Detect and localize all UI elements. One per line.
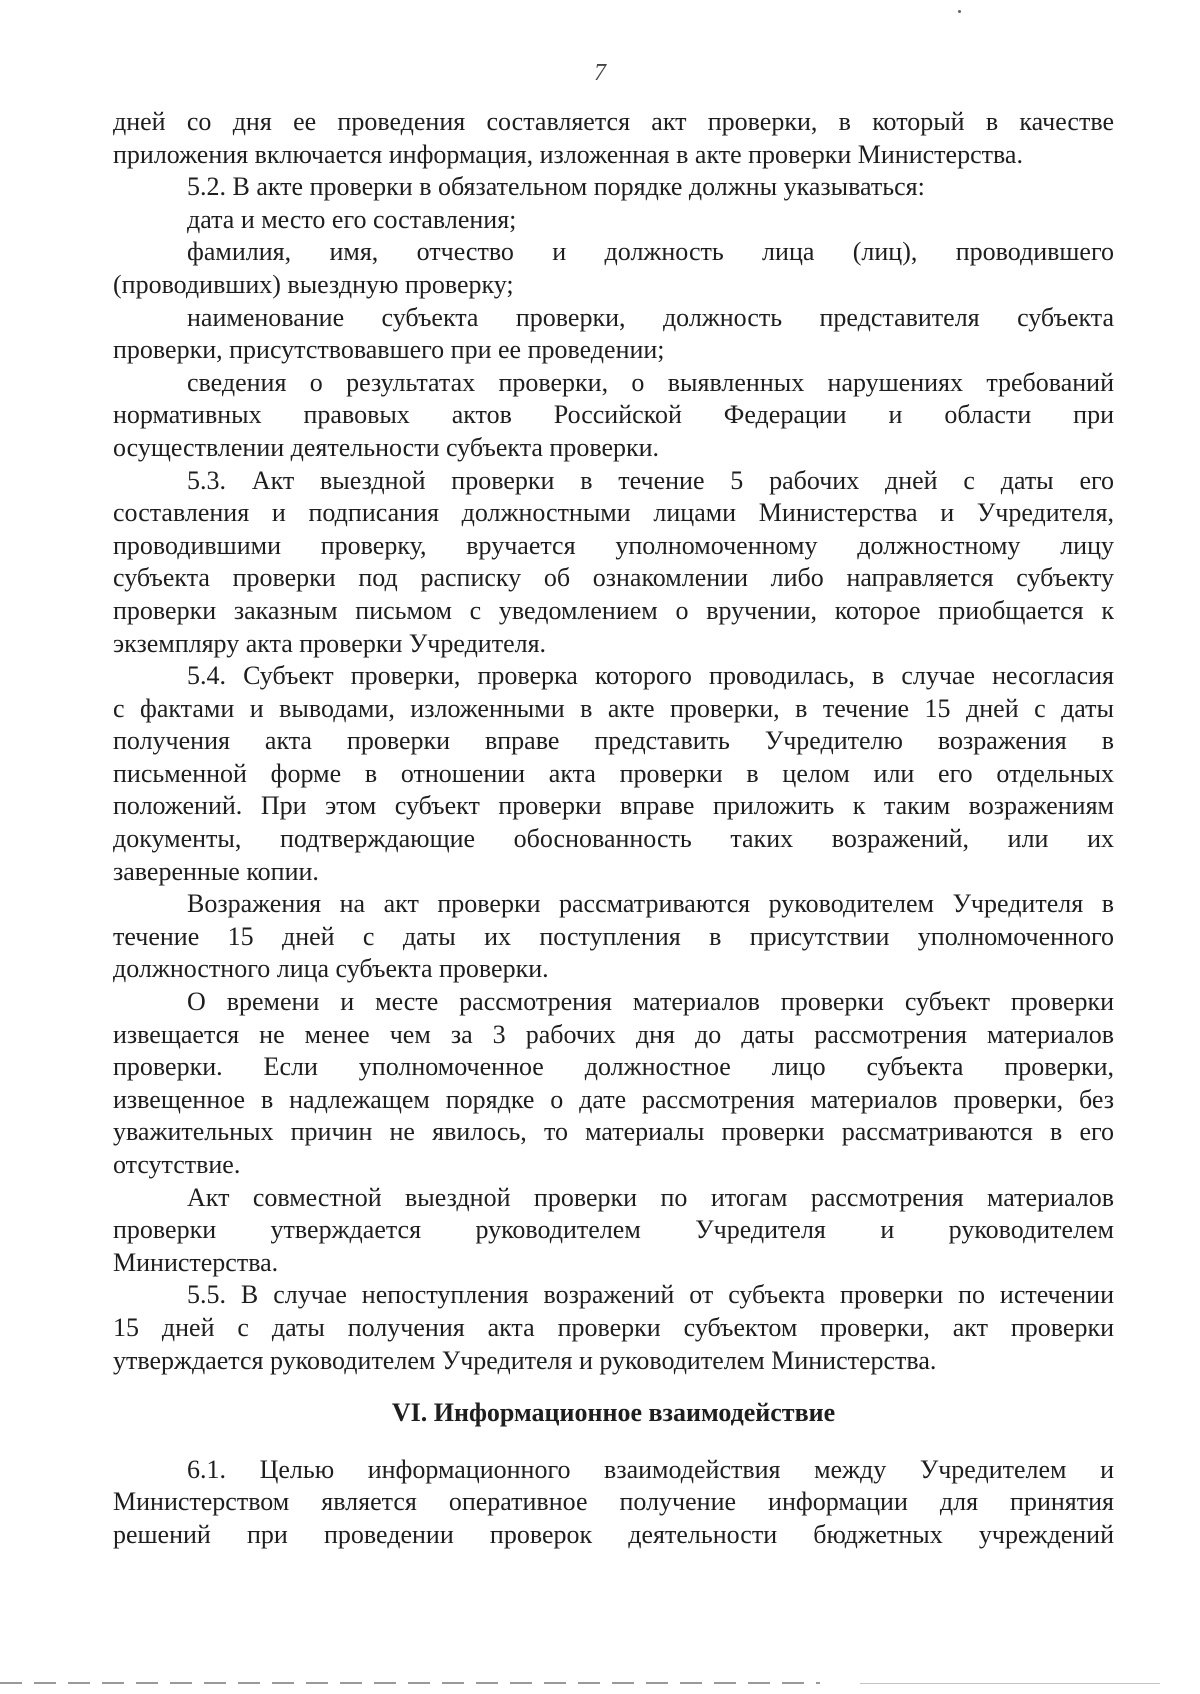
text-line: Акт совместной выездной проверки по итогам рассмотрения материалов [187,1182,1114,1212]
text-line: 15 дней с даты получения акта проверки субъектом проверки, акт проверки [113,1312,1114,1342]
text-line: осуществлении деятельности субъекта проверки. [113,432,660,462]
text-line: проверки заказным письмом с уведомлением о вручении, которое приобщается к [113,595,1114,625]
text-line: дней со дня ее проведения составляется акт проверки, в который в качестве [113,107,1114,136]
text-line: проверки утверждается руководителем Учредителя и руководителем [113,1215,1114,1245]
section-heading: VI. Информационное взаимодействие [391,1398,836,1428]
text-line: Министерства. [113,1247,279,1277]
text-line: письменной форме в отношении акта проверки в целом или его отдельных [113,758,1114,788]
text-line: 6.1. Целью информационного взаимодействия между Учредителем и [187,1454,1114,1484]
text-line: проверки, присутствовавшего при ее проведении; [113,335,665,365]
text-line: положений. При этом субъект проверки вправе приложить к таким возражениям [113,791,1114,821]
text-line: отсутствие. [113,1150,241,1179]
text-line: 5.5. В случае непоступления возражений от субъекта проверки по истечении [187,1280,1114,1310]
text-line: О времени и месте рассмотрения материалов проверки субъект проверки [187,987,1114,1017]
text-line: уважительных причин не явилось, то материалы проверки рассматриваются в его [113,1117,1114,1147]
document-body [113,106,1114,1552]
text-line: фамилия, имя, отчество и должность лица (лиц), проводившего [187,237,1114,267]
text-line: (проводивших) выездную проверку; [113,269,514,299]
text-line: субъекта проверки под расписку об ознакомлении либо направляется субъекту [113,563,1114,593]
text-line: извещенное в надлежащем порядке о дате рассмотрения материалов проверки, без [113,1084,1114,1114]
scan-edge-line [0,1682,820,1684]
text-line: документы, подтверждающие обоснованность таких возражений, или их [113,824,1114,854]
text-line: приложения включается информация, изложенная в акте проверки Министерства. [113,139,1023,169]
text-line: проводившими проверку, вручается уполномоченному должностному лицу [113,530,1114,560]
text-line: сведения о результатах проверки, о выявленных нарушениях требований [187,367,1114,397]
text-line: Министерством является оперативное получение информации для принятия [113,1487,1114,1517]
scan-edge-line [860,1683,1160,1684]
text-line: 5.4. Субъект проверки, проверка которого проводилась, в случае несогласия [187,661,1114,691]
text-line: получения акта проверки вправе представить Учредителю возражения в [113,726,1114,756]
scan-speck [958,10,961,13]
text-line: наименование субъекта проверки, должность представителя субъекта [187,302,1114,332]
text-line: заверенные копии. [113,856,319,886]
text-line: извещается не менее чем за 3 рабочих дня до даты рассмотрения материалов [113,1019,1114,1049]
text-line: утверждается руководителем Учредителя и руководителем Министерства. [113,1345,937,1375]
text-line: Возражения на акт проверки рассматриваются руководителем Учредителя в [187,889,1114,919]
text-line: составления и подписания должностными лицами Министерства и Учредителя, [113,498,1114,528]
text-line: экземпляру акта проверки Учредителя. [113,628,547,658]
text-line: 5.3. Акт выездной проверки в течение 5 рабочих дней с даты его [187,465,1114,495]
text-line: течение 15 дней с даты их поступления в присутствии уполномоченного [113,921,1114,951]
text-line: 5.2. В акте проверки в обязательном порядке должны указываться: [187,172,925,202]
text-line: проверки. Если уполномоченное должностное лицо субъекта проверки, [113,1052,1114,1082]
text-line: должностного лица субъекта проверки. [113,954,549,984]
text-line: с фактами и выводами, изложенными в акте проверки, в течение 15 дней с даты [113,693,1114,723]
text-line: нормативных правовых актов Российской Федерации и области при [113,400,1114,430]
page-number: 7 [594,60,606,86]
text-line: решений при проведении проверок деятельности бюджетных учреждений [113,1519,1114,1549]
text-line: дата и место его составления; [187,204,517,234]
section-gap [113,1377,1114,1389]
